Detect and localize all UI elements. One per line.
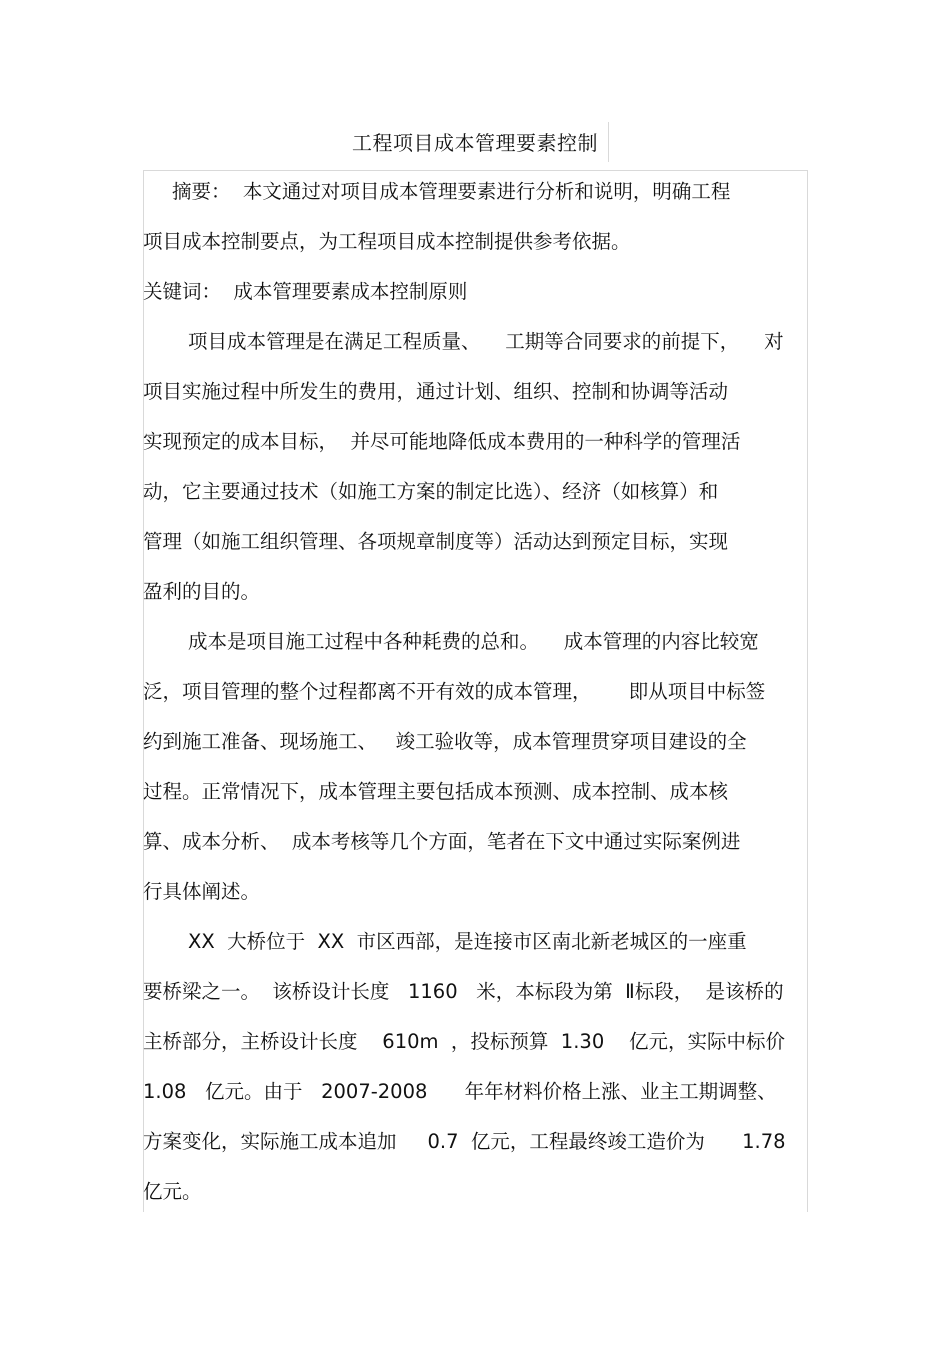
paragraph-3-line-3: 主桥部分，主桥设计长度 610m ，投标预算 1.30 亿元，实际中标价 — [143, 1030, 786, 1053]
paragraph-2-line-1: 成本是项目施工过程中各种耗费的总和。 成本管理的内容比较宽 — [188, 630, 759, 653]
page-frame-top — [143, 170, 808, 171]
paragraph-3-line-2: 要桥梁之一。 该桥设计长度 1160 米，本标段为第 Ⅱ标段， 是该桥的 — [143, 980, 784, 1003]
abstract-line-1: 摘要： 本文通过对项目成本管理要素进行分析和说明，明确工程 — [172, 180, 731, 203]
keywords-line: 关键词： 成本管理要素成本控制原则 — [143, 280, 468, 303]
paragraph-1-line-4: 动，它主要通过技术（如施工方案的制定比选）、经济（如核算）和 — [143, 480, 719, 503]
paragraph-1-line-2: 项目实施过程中所发生的费用，通过计划、组织、控制和协调等活动 — [143, 380, 729, 403]
paragraph-2-line-2: 泛，项目管理的整个过程都离不开有效的成本管理， 即从项目中标签 — [143, 680, 766, 703]
paragraph-1-line-5: 管理（如施工组织管理、各项规章制度等）活动达到预定目标，实现 — [143, 530, 729, 553]
paragraph-1-line-1: 项目成本管理是在满足工程质量、 工期等合同要求的前提下， 对 — [188, 330, 784, 353]
abstract-line-2: 项目成本控制要点，为工程项目成本控制提供参考依据。 — [143, 230, 631, 253]
paragraph-3-line-1: XX 大桥位于 XX 市区西部，是连接市区南北新老城区的一座重 — [188, 930, 747, 953]
paragraph-3-line-5: 方案变化，实际施工成本追加 0.7 亿元，工程最终竣工造价为 1.78 — [143, 1130, 786, 1153]
paragraph-1-line-6: 盈利的目的。 — [143, 580, 261, 603]
paragraph-3-line-6: 亿元。 — [143, 1180, 202, 1203]
paragraph-2-line-5: 算、成本分析、 成本考核等几个方面，笔者在下文中通过实际案例进 — [143, 830, 741, 853]
paragraph-3-line-4: 1.08 亿元。由于 2007-2008 年年材料价格上涨、业主工期调整、 — [143, 1080, 777, 1103]
paragraph-2-line-6: 行具体阐述。 — [143, 880, 261, 903]
paragraph-2-line-3: 约到施工准备、现场施工、 竣工验收等，成本管理贯穿项目建设的全 — [143, 730, 747, 753]
document-title: 工程项目成本管理要素控制 — [352, 131, 598, 155]
paragraph-2-line-4: 过程。正常情况下，成本管理主要包括成本预测、成本控制、成本核 — [143, 780, 729, 803]
paragraph-1-line-3: 实现预定的成本目标， 并尽可能地降低成本费用的一种科学的管理活 — [143, 430, 741, 453]
